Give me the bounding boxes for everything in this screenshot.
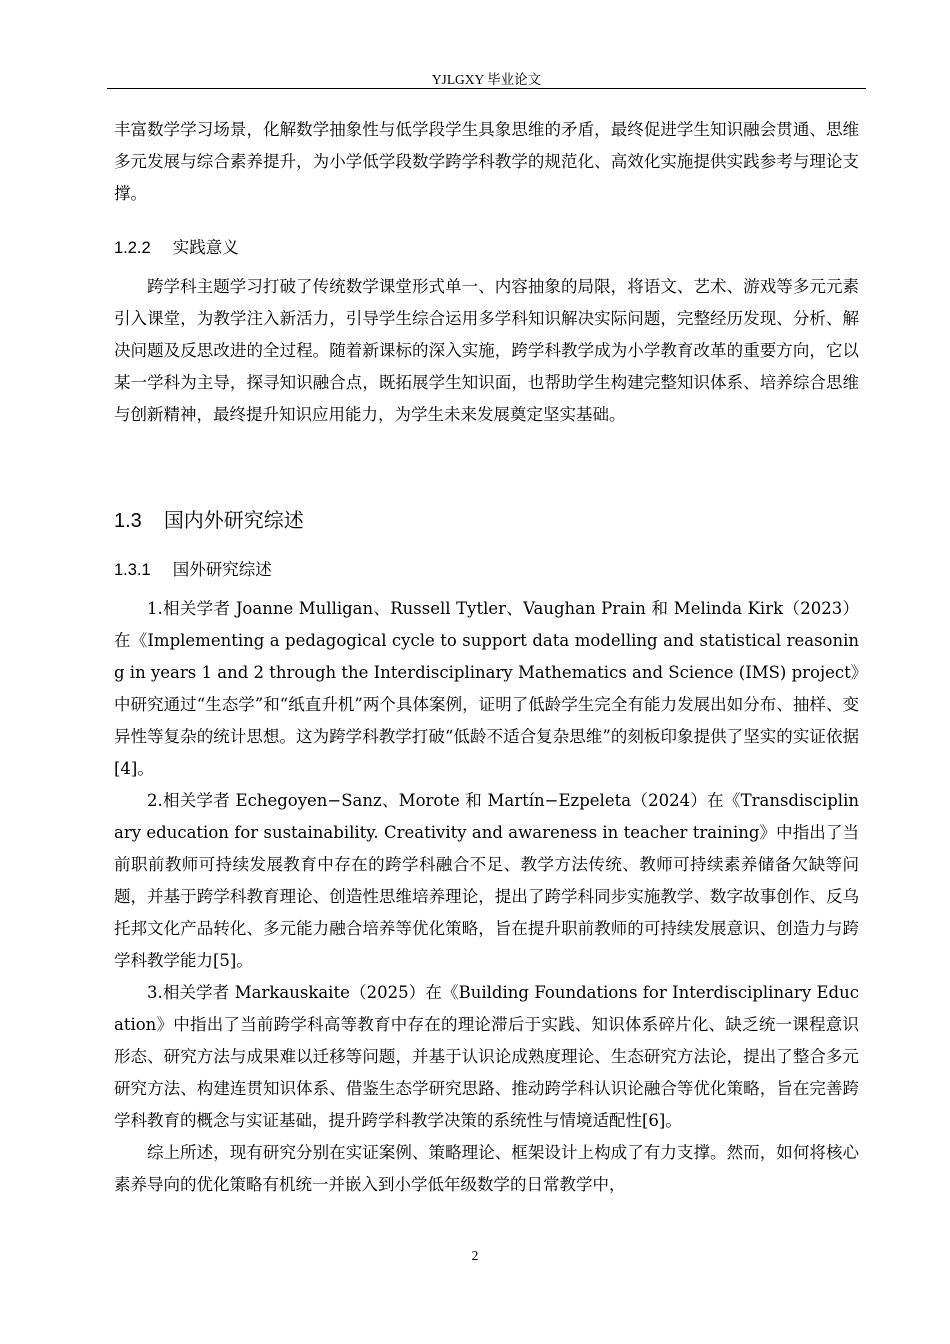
- heading-title: 国外研究综述: [172, 560, 272, 579]
- heading-number: 1.2.2: [114, 239, 151, 257]
- page-number: 2: [471, 1248, 479, 1263]
- foreign-research-body: [114, 593, 859, 1201]
- heading-number: 1.3: [114, 510, 142, 532]
- paragraph: 3.相关学者 Markauskaite（2025）在《Building Foundations for Interdisciplinary Education》中指出了当前跨学科高等教育中存在的理论滞后于实践、知识体系碎片化、缺乏统一课程意识形态、研究方法与成果难以迁移等问题，并基于认识论成熟度理论、生态研究方法论，提出了整合多元研究方法、构建连贯知识体系、借鉴生态学研究思路、推动跨学科认识论融合等优化策略，旨在完善跨学科教育的概念与实证基础，提升跨学科教学决策的系统性与情境适配性[6]。: [114, 983, 859, 1130]
- paragraph: 1.相关学者 Joanne Mulligan、Russell Tytler、Vaughan Prain 和 Melinda Kirk（2023）在《Implementing a pedagogical cycle to support data modelling and statistical reasoning in years 1 and 2 through the Interdisciplinary Mathematics and Science (IMS) project》中研究通过“生态学”和“纸直升机”两个具体案例，证明了低龄学生完全有能力发展出如分布、抽样、变异性等复杂的统计思想。这为跨学科教学打破“低龄不适合复杂思维”的刻板印象提供了坚实的实证依据[4]。: [114, 599, 859, 778]
- practice-significance-body: [114, 271, 859, 431]
- heading-1-3-1: [114, 556, 272, 580]
- heading-title: 实践意义: [172, 238, 239, 257]
- paragraph: 丰富数学学习场景，化解数学抽象性与低学段学生具象思维的矛盾，最终促进学生知识融会贯通、思维多元发展与综合素养提升，为小学低学段数学跨学科教学的规范化、高效化实施提供实践参考与理论支撑。: [114, 120, 859, 203]
- intro-continuation: [114, 114, 859, 210]
- header-divider: [107, 88, 866, 89]
- paragraph: 跨学科主题学习打破了传统数学课堂形式单一、内容抽象的局限，将语文、艺术、游戏等多元元素引入课堂，为教学注入新活力，引导学生综合运用多学科知识解决实际问题，完整经历发现、分析、解决问题及反思改进的全过程。随着新课标的深入实施，跨学科教学成为小学教育改革的重要方向，它以某一学科为主导，探寻知识融合点，既拓展学生知识面，也帮助学生构建完整知识体系、培养综合思维与创新精神，最终提升知识应用能力，为学生未来发展奠定坚实基础。: [114, 277, 859, 424]
- paragraph: 综上所述，现有研究分别在实证案例、策略理论、框架设计上构成了有力支撑。然而，如何将核心素养导向的优化策略有机统一并嵌入到小学低年级数学的日常教学中，: [114, 1143, 859, 1194]
- running-header: YJLGXY 毕业论文: [431, 72, 542, 87]
- paragraph: 2.相关学者 Echegoyen−Sanz、Morote 和 Martín−Ezpeleta（2024）在《Transdisciplinary education for sustainability. Creativity and awareness in teacher training》中指出了当前职前教师可持续发展教育中存在的跨学科融合不足、教学方法传统、教师可持续素养储备欠缺等问题，并基于跨学科教育理论、创造性思维培养理论，提出了跨学科同步实施教学、数字故事创作、反乌托邦文化产品转化、多元能力融合培养等优化策略，旨在提升职前教师的可持续发展意识、创造力与跨学科教学能力[5]。: [114, 791, 859, 970]
- heading-1-2-2: [114, 234, 239, 258]
- heading-1-3: [114, 504, 304, 533]
- heading-number: 1.3.1: [114, 561, 151, 579]
- heading-title: 国内外研究综述: [163, 508, 304, 532]
